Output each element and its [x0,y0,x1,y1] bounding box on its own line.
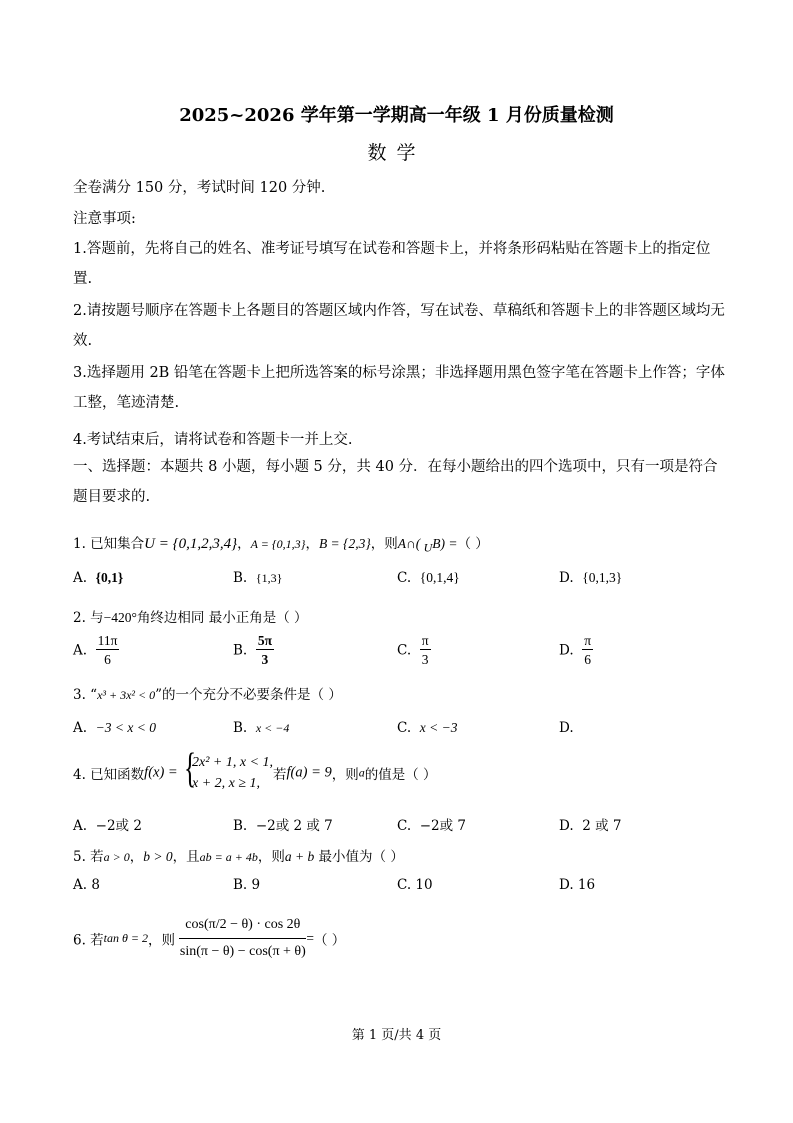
q4-option-c: C. −2或 7 [397,818,467,834]
question-2: 2. 与−420°角终边相同 最小正角是（ ） [73,610,308,626]
q1-expr2: B) = [432,536,458,551]
q3-option-d: D. [559,720,574,736]
exam-title: 2025~2026 学年第一学期高一年级 1 月份质量检测 [179,105,614,126]
question-4: 4. 已知函数f(x) = { 2x² + 1, x < 1, x + 2, x ≥ 1, 若f(a) = 9，则a的值是（ ） [73,746,437,792]
q1-complement-sub: U [423,540,433,555]
q3-option-b: B. x < −4 [233,720,290,736]
subject-title: 数学 [367,142,426,164]
q2-angle: −420° [103,610,137,625]
q1-prefix: 1. 已知集合 [73,536,145,552]
q2-option-d: D. $\frac{\pi}{6}$ [559,633,592,667]
note-2: 2.请按题号顺序在答题卡上各题目的答题区域内作答，写在试卷、草稿纸和答题卡上的非答题区域均无效. [73,303,725,349]
q3-option-a: A. −3 < x < 0 [73,720,156,736]
score-line: 全卷满分 150 分，考试时间 120 分钟. [73,180,326,196]
q4-option-b: B. −2或 2 或 7 [233,818,333,834]
q3-option-c: C. x < −3 [397,720,458,736]
q1-set-b: B = {2,3} [318,536,371,551]
question-5: 5. 若a > 0，b > 0，且ab = a + 4b，则a + b 最小值为（ ） [73,849,404,865]
question-3: 3. “x³ + 3x² < 0”的一个充分不必要条件是（ ） [73,687,342,703]
q5-option-d: D. 16 [559,877,596,893]
q2-option-b: B. $\frac{5\pi}{3}$ [233,633,272,667]
q6-denominator: sin(π − θ) − cos(π + θ) [179,944,306,959]
q2-option-a: A. $\frac{11\pi}{6}$ [73,633,118,667]
note-4: 4.考试结束后，请将试卷和答题卡一并上交. [73,432,353,448]
q1-option-a: A. {0,1} [73,570,124,586]
q1-option-c: C. {0,1,4} [397,570,460,586]
q6-numerator: cos(π/2 − θ) · cos 2θ [179,912,306,939]
question-1: 1. 已知集合U = {0,1,2,3,4}，A = {0,1,3}，B = {2,3}，则A∩( $_U$B) =（ ） [73,536,489,555]
q1-expr: A∩( [397,536,424,551]
q4-piecewise: { 2x² + 1, x < 1, x + 2, x ≥ 1, [184,746,274,792]
q4-option-a: A. −2或 2 [73,818,142,834]
q1-option-d: D. {0,1,3} [559,570,623,586]
q1-blank: （ ） [457,536,489,552]
q1-set-u: U = {0,1,2,3,4} [144,536,238,552]
question-6: 6. 若tan θ = 2，则 $\frac{\cos(\pi/2 - \theta) \cdot \cos 2\theta}{\sin(\pi - \theta) - \cos(\pi + \theta)}$ =（ ） [73,912,345,965]
page-number: 第 1 页/共 4 页 [351,1028,442,1043]
notes-title: 注意事项: [73,211,136,227]
q4-option-d: D. 2 或 7 [559,818,622,834]
q1-then: ，则 [370,536,398,552]
q5-option-c: C. 10 [397,877,433,893]
q2-option-c: C. $\frac{\pi}{3}$ [397,633,429,667]
q3-expr: x³ + 3x² < 0 [97,688,156,702]
q4-function: f(x) = [144,764,178,781]
section-heading: 一、选择题：本题共 8 小题，每小题 5 分，共 40 分．在每小题给出的四个选项中，只有一项是符合题目要求的. [73,459,718,505]
q5-option-b: B. 9 [233,877,261,893]
q1-option-b: B. {1,3} [233,570,283,586]
q1-set-a: A = {0,1,3} [250,537,306,551]
q5-option-a: A. 8 [73,877,100,893]
note-3: 3.选择题用 2B 铅笔在答题卡上把所选答案的标号涂黑；非选择题用黑色签字笔在答题卡上作答；字体工整，笔迹清楚. [73,365,725,411]
q6-fraction [179,912,306,965]
note-1: 1.答题前，先将自己的姓名、准考证号填写在试卷和答题卡上，并将条形码粘贴在答题卡上的指定位置. [73,241,711,287]
